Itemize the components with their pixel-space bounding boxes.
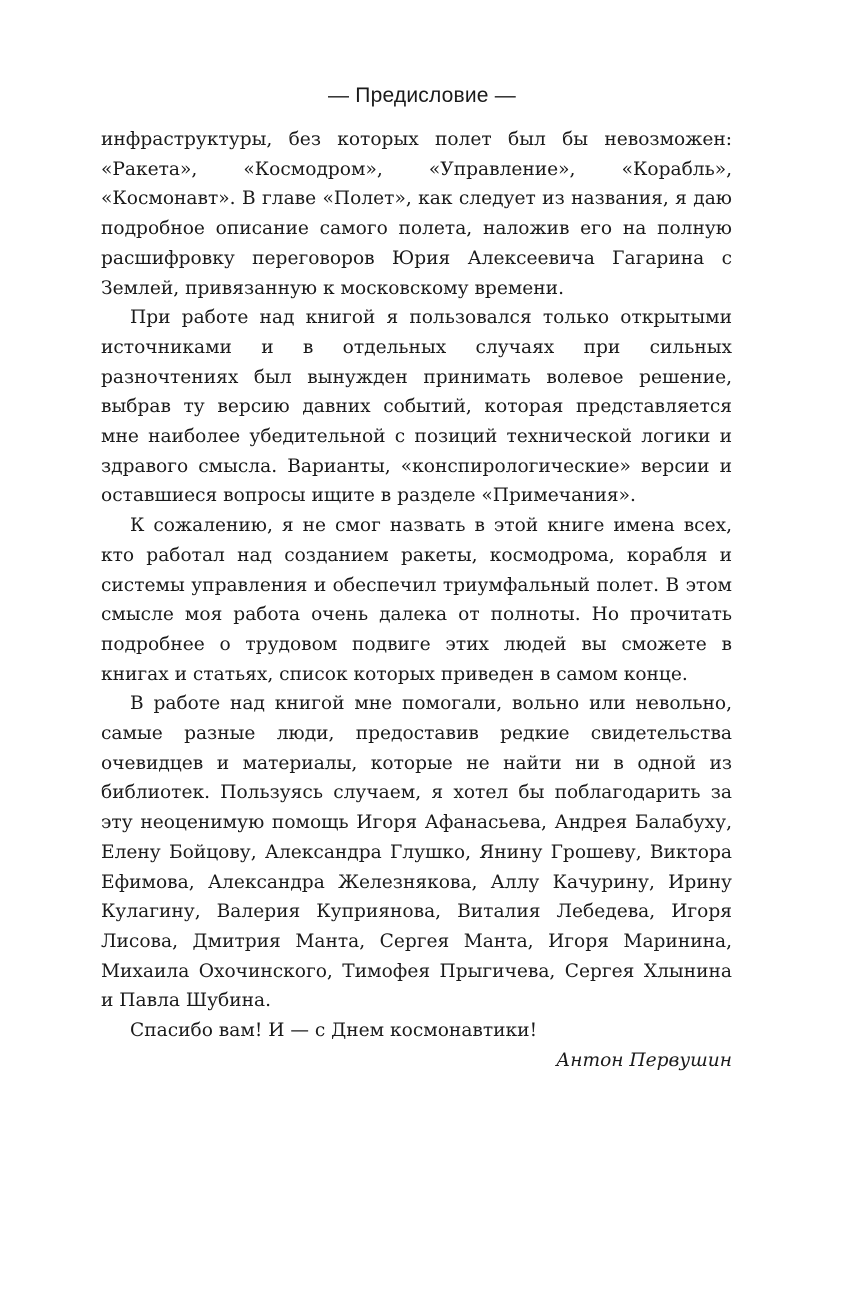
paragraph-thanks: Спасибо вам! И — с Днем космонавтики! xyxy=(130,1020,538,1042)
paragraph-continuation: инфраструктуры, без которых полет был бы невозможен: «Ракета», «Космодром», «Управление», «Корабль», «Космонавт». В главе «Полет», как следует из названия, я даю подробное описание самого полета, наложив его на полную расшифровку переговоров Юрия Алексеевича Гагарина с Землей, привязанную к московскому времени. xyxy=(101,129,732,299)
running-header: — Предисловие — xyxy=(328,84,516,107)
paragraph-acknowledgements: В работе над книгой мне помогали, вольно или невольно, самые разные люди, предоставив редкие свидетельства очевидцев и материалы, которые не найти ни в одной из библиотек. Пользуясь случаем, я хотел бы поблагодарить за эту неоценимую помощь Игоря Афанасьева, Андрея Балабуху, Елену Бойцову, Александра Глушко, Янину Грошеву, Виктора Ефимова, Александра Железнякова, Аллу Качурину, Ирину Кулагину, Валерия Куприянова, Виталия Лебедева, Игоря Лисова, Дмитрия Манта, Сергея Манта, Игоря Маринина, Михаила Охочинского, Тимофея Прыгичева, Сергея Хлынина и Павла Шубина. xyxy=(101,693,732,1012)
author-signature: Антон Первушин xyxy=(556,1049,732,1071)
paragraph-sources: При работе над книгой я пользовался только открытыми источниками и в отдельных случаях при сильных разночтениях был вынужден принимать волевое решение, выбрав ту версию давних событий, которая представляется мне наиболее убедительной с позиций технической логики и здравого смысла. Варианты, «конспирологические» версии и оставшиеся вопросы ищите в разделе «Примечания». xyxy=(101,307,732,507)
paragraph-names: К сожалению, я не смог назвать в этой книге имена всех, кто работал над созданием ракеты, космодрома, корабля и системы управления и обеспечил триумфальный полет. В этом смысле моя работа очень далека от полноты. Но прочитать подробнее о трудовом подвиге этих людей вы сможете в книгах и статьях, список которых приведен в самом конце. xyxy=(101,515,732,685)
body-text xyxy=(101,125,732,1076)
